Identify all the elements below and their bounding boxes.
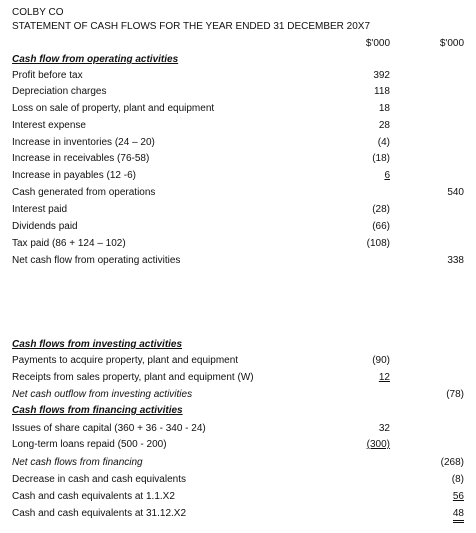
amount-col-1: [320, 168, 390, 184]
row-label: Tax paid (86 + 124 – 102): [12, 238, 126, 249]
amount-total-double-underlined: 48: [453, 508, 464, 523]
row-label: Increase in payables (12 -6): [12, 170, 136, 181]
operating-heading: Cash flow from operating activities: [12, 54, 179, 65]
table-row: [0, 437, 476, 453]
table-row: [0, 135, 476, 151]
row-label: Increase in inventories (24 – 20): [12, 137, 155, 148]
table-row: [0, 84, 476, 100]
table-row: [0, 472, 476, 488]
amount-subtotal-underlined: 12: [378, 372, 390, 383]
row-label: Net cash flows from financing: [12, 457, 143, 468]
amount-col-2: 338: [447, 255, 464, 266]
table-row: [0, 168, 476, 184]
amount-col-1: 32: [378, 423, 390, 434]
row-label: Issues of share capital (360 + 36 - 340 - 24): [12, 423, 206, 434]
amount-col-2: [394, 506, 464, 523]
financing-heading: Cash flows from financing activities: [12, 405, 183, 416]
amount-col-2: 540: [447, 187, 464, 198]
table-row: [0, 202, 476, 218]
table-row: [0, 353, 476, 369]
column-header-1: $'000: [365, 38, 390, 49]
amount-col-1: (4): [377, 137, 390, 148]
row-label: Long-term loans repaid (500 - 200): [12, 439, 167, 450]
row-label: Cash generated from operations: [12, 187, 156, 198]
amount-col-2: (268): [440, 457, 464, 468]
table-row: [0, 151, 476, 167]
amount-col-2: (8): [451, 474, 464, 485]
amount-col-1: 392: [373, 70, 390, 81]
table-row: [0, 101, 476, 117]
column-header-2: $'000: [439, 38, 464, 49]
row-label: Decrease in cash and cash equivalents: [12, 474, 186, 485]
amount-col-1: [320, 370, 390, 386]
amount-col-1: 118: [374, 86, 390, 97]
amount-subtotal-underlined: (300): [366, 439, 390, 450]
amount-col-1: (18): [372, 153, 390, 164]
row-label: Payments to acquire property, plant and equipment: [12, 355, 239, 366]
table-row: [0, 219, 476, 235]
table-row: [0, 185, 476, 201]
row-label: Cash and cash equivalents at 1.1.X2: [12, 491, 175, 502]
financing-heading-row: [0, 403, 476, 419]
row-label: Net cash outflow from investing activities: [12, 389, 193, 400]
amount-col-2: [394, 489, 464, 505]
amount-subtotal-underlined: 6: [384, 170, 390, 181]
amount-col-1: (90): [372, 355, 390, 366]
amount-col-1: (108): [366, 238, 390, 249]
statement-title: STATEMENT OF CASH FLOWS FOR THE YEAR ENDED 31 DECEMBER 20X7: [12, 21, 371, 32]
company-name: COLBY CO: [12, 7, 64, 18]
amount-col-2: (78): [446, 389, 464, 400]
amount-col-1: 28: [378, 120, 390, 131]
row-label: Net cash flow from operating activities: [12, 255, 181, 266]
table-row: [0, 236, 476, 252]
operating-heading-row: [0, 52, 476, 68]
table-row: [0, 68, 476, 84]
row-label: Cash and cash equivalents at 31.12.X2: [12, 508, 187, 519]
amount-col-1: (28): [372, 204, 390, 215]
table-row: [0, 489, 476, 505]
table-row: [0, 118, 476, 134]
row-label: Increase in receivables (76-58): [12, 153, 150, 164]
amount-col-1: 18: [378, 103, 390, 114]
table-row: [0, 506, 476, 522]
column-header-row: [0, 36, 476, 52]
row-label: Interest paid: [12, 204, 68, 215]
row-label: Depreciation charges: [12, 86, 107, 97]
amount-col-1: [320, 437, 390, 453]
row-label: Dividends paid: [12, 221, 78, 232]
row-label: Profit before tax: [12, 70, 83, 81]
row-label: Receipts from sales property, plant and equipment (W): [12, 372, 254, 383]
table-row: [0, 421, 476, 437]
table-row: [0, 253, 476, 269]
investing-heading-row: [0, 337, 476, 353]
row-label: Interest expense: [12, 120, 86, 131]
row-label: Loss on sale of property, plant and equipment: [12, 103, 215, 114]
table-row: [0, 370, 476, 386]
amount-subtotal-underlined: 56: [452, 491, 464, 502]
table-row: [0, 387, 476, 403]
table-row: [0, 455, 476, 471]
investing-heading: Cash flows from investing activities: [12, 339, 183, 350]
amount-col-1: (66): [372, 221, 390, 232]
